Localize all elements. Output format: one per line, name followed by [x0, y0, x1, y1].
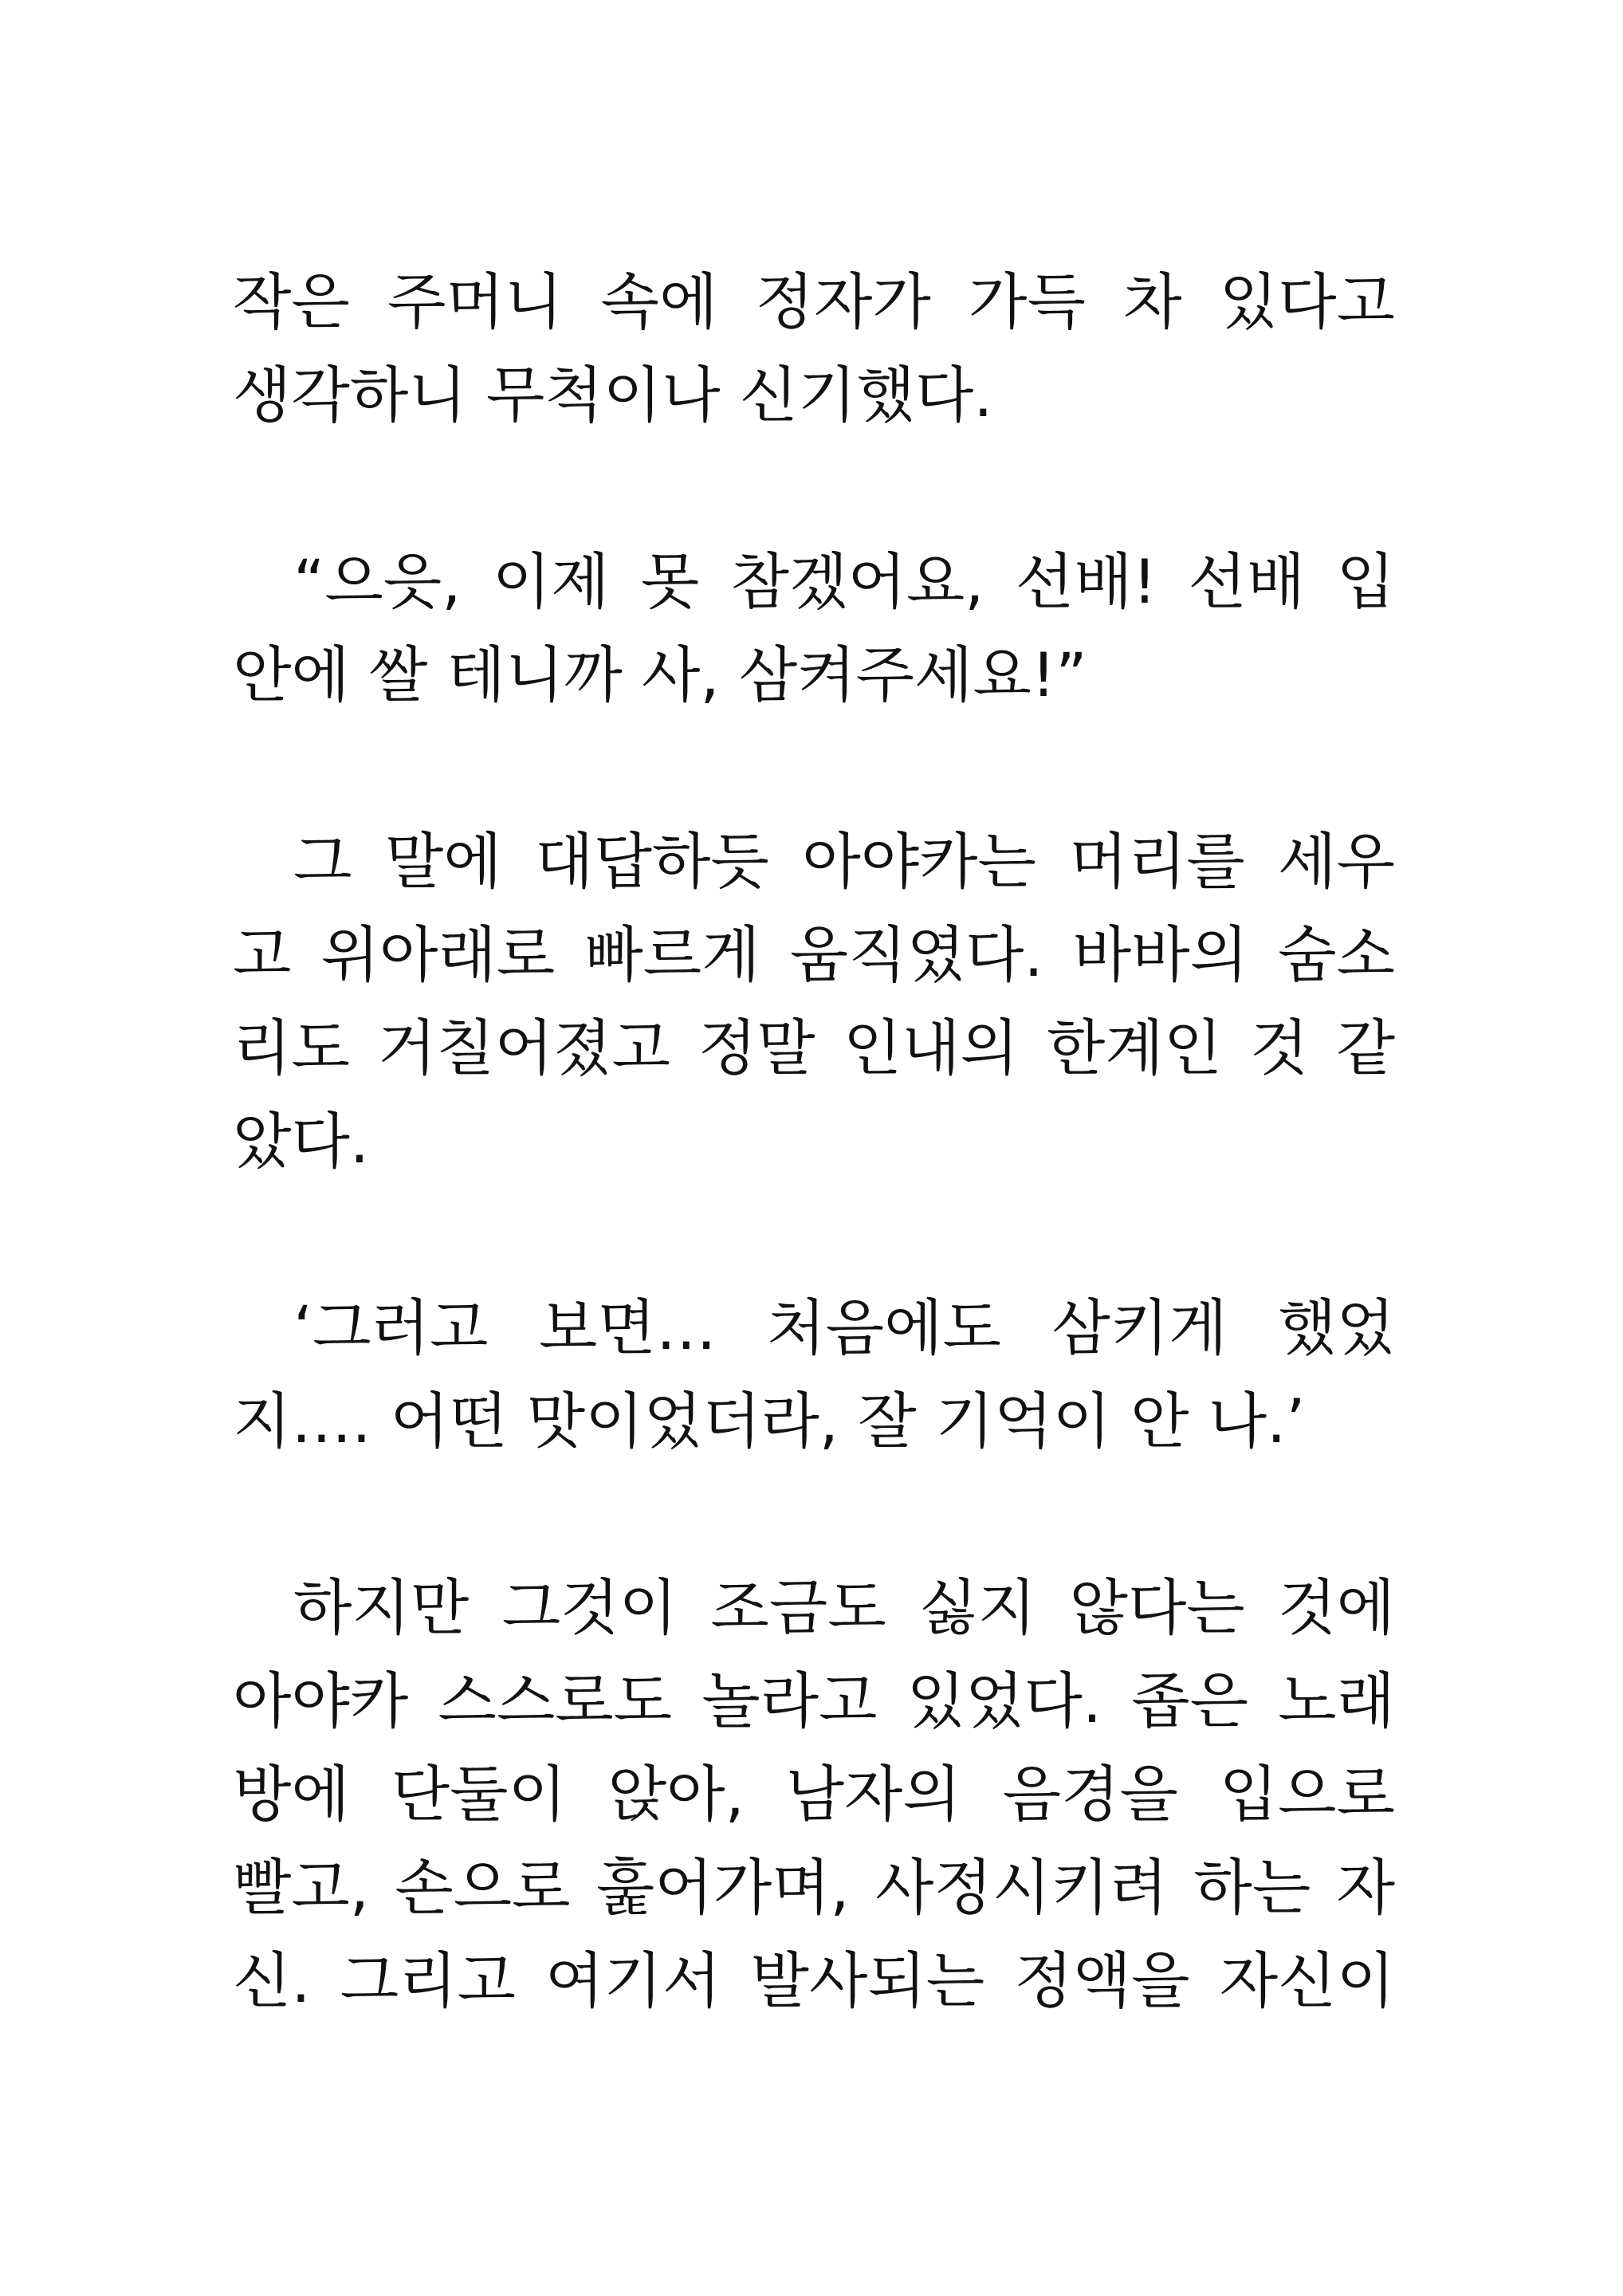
paragraph-gap: [233, 442, 1395, 535]
text-line: 았다.: [233, 1106, 369, 1177]
text-line: 방에 단둘이 앉아, 남자의 음경을 입으로: [233, 1759, 1395, 1830]
text-line: 빨고, 손으로 훑어가며, 사정시키려 하는 자: [233, 1852, 1395, 1923]
text-line: 신. 그리고 여기서 발사되는 정액을 자신이: [233, 1945, 1395, 2016]
text-line: “으읏, 이제 못 참겠어요, 선배! 선배 입: [293, 546, 1395, 617]
paragraph: [233, 1281, 1395, 1468]
paragraph: [233, 1561, 1395, 2027]
text-line: 고 위아래로 빠르게 움직였다. 바바의 숨소: [233, 919, 1395, 990]
text-line: 안에 쌀 테니까 사, 삼켜주세요!”: [233, 639, 1087, 710]
paragraph: [233, 535, 1395, 721]
body-text: [233, 255, 1395, 2027]
text-line: 지…. 어떤 맛이었더라, 잘 기억이 안 나.’: [233, 1386, 1306, 1457]
text-line: 생각하니 무척이나 신기했다.: [233, 360, 993, 431]
paragraph-gap: [233, 721, 1395, 815]
paragraph-gap: [233, 1188, 1395, 1281]
text-line: 리도 거칠어졌고 정말 인내의 한계인 것 같: [233, 1012, 1395, 1083]
text-line: 작은 주머니 속에 정자가 가득 차 있다고: [233, 266, 1395, 337]
text-line: 하지만 그것이 조금도 싫지 않다는 것에: [293, 1572, 1395, 1643]
text-line: 그 말에 대답하듯 아야카는 머리를 세우: [293, 826, 1395, 897]
paragraph: [233, 255, 1395, 442]
paragraph-gap: [233, 1468, 1395, 1561]
text-line: ‘그러고 보면… 처음에도 삼키게 했었: [293, 1292, 1395, 1363]
paragraph: [233, 815, 1395, 1188]
text-line: 아야카 스스로도 놀라고 있었다. 좁은 노래: [233, 1665, 1395, 1736]
